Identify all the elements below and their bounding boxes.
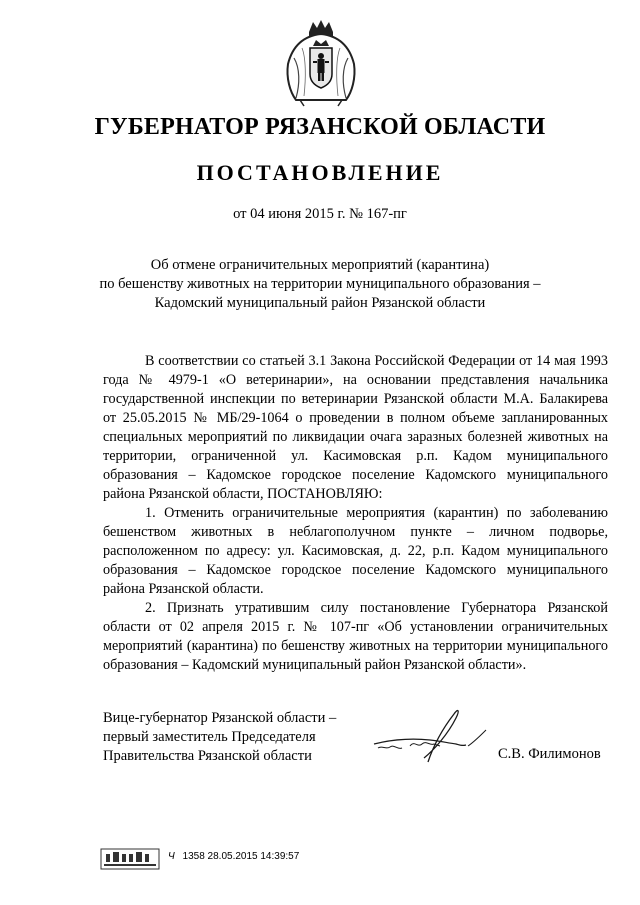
issuer-title: ГУБЕРНАТОР РЯЗАНСКОЙ ОБЛАСТИ [94, 114, 546, 140]
handwritten-signature [370, 700, 490, 770]
registration-info: 1358 28.05.2015 14:39:57 [182, 851, 300, 862]
subject-line: Об отмене ограничительных мероприятий (карантина) [150, 257, 490, 273]
coat-of-arms-emblem [282, 18, 360, 108]
clause-1-paragraph: 1. Отменить ограничительные мероприятия (карантин) по заболеванию бешенством животных в неблагополучном пункте – личном подворье, расположенном по адресу: ул. Касимовская, д. 22, р.п. Кадом муниципального образования – Кадомское городское поселение Кадомского муниципального района Рязанской области. [103, 505, 608, 597]
registration-stamp [168, 851, 299, 862]
clause-2-paragraph: 2. Признать утратившим силу постановление Губернатора Рязанской области от 02 апреля 2015 г. № 107-пг «Об установлении ограничительных мероприятий (карантина) по бешенству животных на территории муниципального образования – Кадомский муниципальный район Рязанской области». [103, 600, 608, 673]
position-line: Вице-губернатор Рязанской области – [103, 710, 337, 726]
subject-line: Кадомский муниципальный район Рязанской области [154, 295, 486, 311]
registration-mark: Ч [168, 851, 175, 862]
signatory-position [103, 709, 373, 766]
registry-logo [100, 848, 160, 870]
subject-line: по бешенству животных на территории муниципального образования – [99, 276, 541, 292]
document-date-number: от 04 июня 2015 г. № 167-пг [233, 206, 407, 222]
document-type: ПОСТАНОВЛЕНИЕ [196, 160, 444, 185]
position-line: Правительства Рязанской области [103, 748, 312, 764]
document-subject [60, 256, 580, 313]
position-line: первый заместитель Председателя [103, 729, 316, 745]
signatory-name: С.В. Филимонов [498, 746, 601, 762]
document-body [103, 352, 608, 675]
preamble-paragraph: В соответствии со статьей 3.1 Закона Российской Федерации от 14 мая 1993 года № 4979-1 «О ветеринарии», на основании представления начальника государственной инспекции по ветеринарии Рязанской области М.А. Балакирева от 25.05.2015 № МБ/29-1064 о проведении в полном объеме запланированных специальных мероприятий по ликвидации очага заразных болезней животных на территории, ограниченной ул. Касимовская р.п. Кадом муниципального образования – Кадомское городское поселение Кадомского муниципального района Рязанской области, ПОСТАНОВЛЯЮ: [103, 353, 608, 502]
